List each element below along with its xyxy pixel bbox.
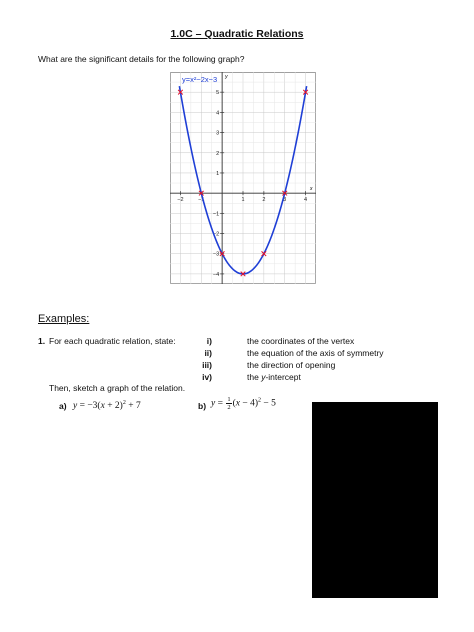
y-tick-label: 3 [216, 130, 220, 137]
x-tick-label: 2 [262, 197, 266, 204]
item-i-text: the coordinates of the vertex [247, 336, 355, 346]
item-iii-text: the direction of opening [247, 360, 336, 370]
function-label: y=x²−2x−3 [182, 75, 218, 84]
x-tick-label: 4 [304, 197, 308, 204]
y-tick-label: −4 [212, 271, 220, 278]
example-number: 1. [38, 336, 46, 346]
y-tick-label: 2 [216, 150, 220, 157]
y-tick-label: 5 [216, 90, 220, 97]
part-b-equation: y = $\frac{1}{2}$ $(x - 4)^2 - 5$ [211, 396, 276, 411]
part-b-label: b) [198, 401, 207, 411]
x-tick-label: −2 [177, 197, 184, 204]
y-tick-label: −1 [212, 211, 220, 218]
part-a-equation: $y = -3(x + 2)^2 + 7$ [73, 400, 141, 412]
example-prompt: For each quadratic relation, state: [49, 336, 176, 346]
y-tick-label: 4 [216, 110, 220, 117]
x-tick-label: 3 [283, 197, 287, 204]
page-title: 1.0C – Quadratic Relations [170, 28, 304, 40]
item-ii-text: the equation of the axis of symmetry [247, 348, 384, 358]
y-tick-label: 1 [216, 170, 220, 177]
y-axis-label: y [225, 74, 228, 80]
item-iv-numeral: iv) [202, 372, 212, 382]
item-iv-text: the y-intercept [247, 372, 301, 382]
x-axis-label: x [310, 186, 313, 193]
graph-question: What are the significant details for the following graph? [38, 54, 245, 64]
y-tick-label: −3 [212, 251, 220, 258]
item-iii-numeral: iii) [202, 360, 212, 370]
sketch-instruction: Then, sketch a graph of the relation. [49, 383, 186, 393]
y-tick-label: −2 [212, 231, 220, 238]
item-ii-numeral: ii) [204, 348, 212, 358]
x-tick-label: 1 [241, 197, 245, 204]
part-a-label: a) [59, 401, 67, 411]
x-tick-label: −1 [198, 197, 205, 204]
parabola-graph [170, 72, 316, 284]
redacted-block [312, 402, 438, 598]
item-i-numeral: i) [206, 336, 212, 346]
examples-heading: Examples: [38, 313, 90, 325]
